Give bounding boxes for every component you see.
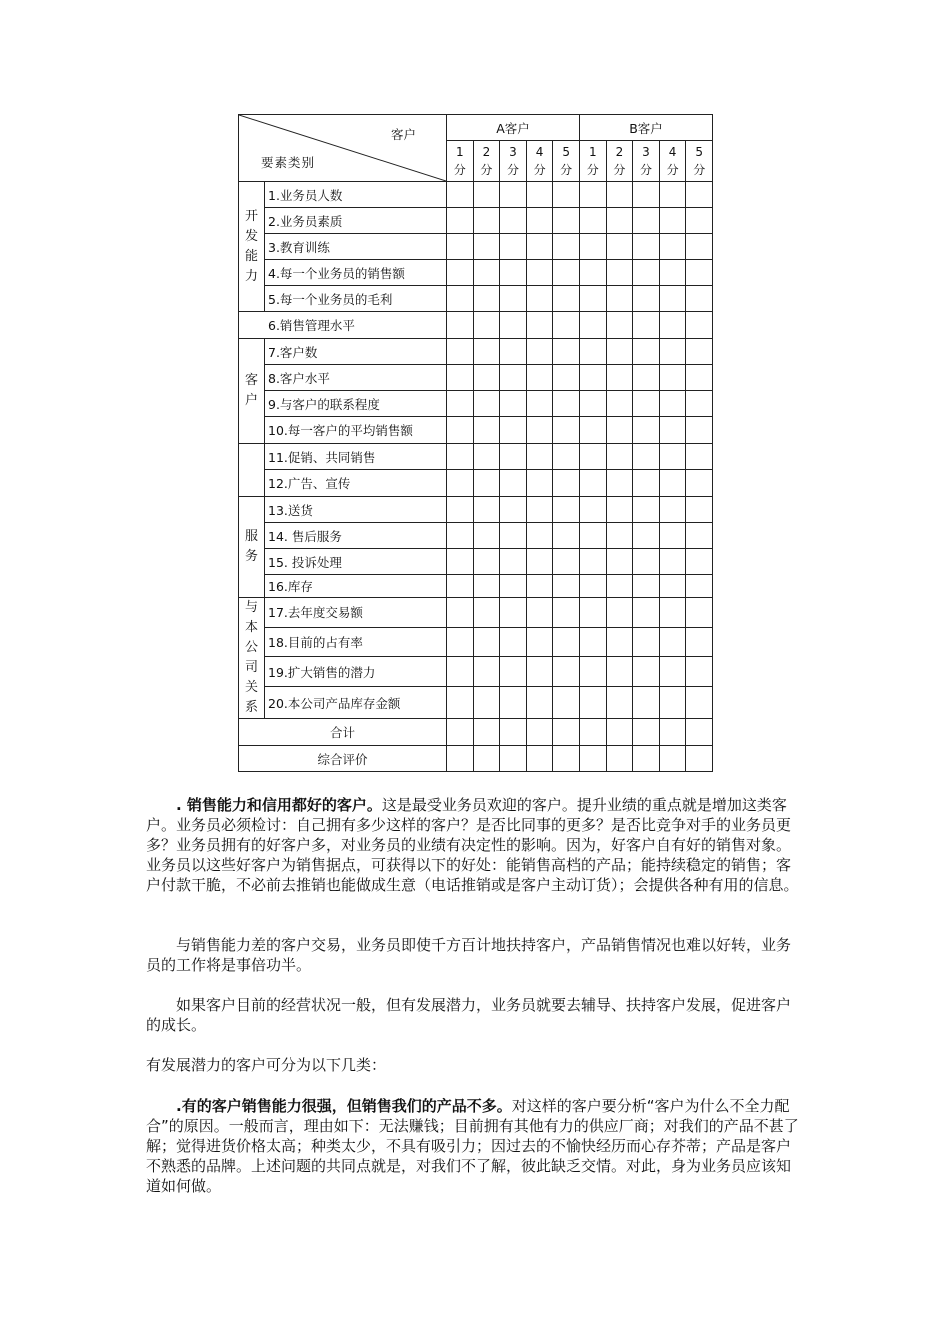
paragraph-heading: .有的客户销售能力很强，但销售我们的产品不多。: [176, 1097, 512, 1115]
score-cell: [526, 391, 553, 417]
score-cell: [553, 549, 580, 575]
score-cell: [659, 598, 686, 628]
score-cell: [606, 260, 633, 286]
score-cell: [633, 339, 660, 365]
score-cell: [633, 234, 660, 260]
table-row: [239, 391, 713, 417]
score-cell: [473, 339, 500, 365]
score-cell: [686, 598, 713, 628]
table-row: [239, 598, 713, 628]
score-cell: [526, 719, 553, 746]
score-cell: [500, 746, 527, 772]
score-cell: [659, 746, 686, 772]
group-header-b: B客户: [580, 115, 713, 141]
score-cell: [447, 286, 474, 312]
score-cell: [606, 657, 633, 687]
group-header-a: A客户: [447, 115, 580, 141]
score-cell: [686, 523, 713, 549]
total-label: 合计: [239, 719, 447, 746]
score-cell: [500, 657, 527, 687]
score-cell: [526, 575, 553, 598]
score-cell: [447, 339, 474, 365]
score-cell: [526, 470, 553, 497]
score-cell: [580, 444, 607, 470]
score-cell: [447, 391, 474, 417]
score-cell: [580, 687, 607, 719]
score-cell: [500, 260, 527, 286]
score-cell: [580, 523, 607, 549]
paragraph-potential-types-intro: [146, 1055, 804, 1075]
item-label: 4.每一个业务员的销售额: [265, 260, 447, 286]
score-cell: [686, 444, 713, 470]
paragraph-body: 与销售能力差的客户交易，业务员即使千方百计地扶持客户，产品销售情况也难以好转，业务员的工作将是事倍功半。: [146, 936, 792, 974]
score-cell: [553, 260, 580, 286]
score-cell: [553, 719, 580, 746]
score-cell: [580, 365, 607, 391]
score-cell: [526, 444, 553, 470]
score-cell: [659, 391, 686, 417]
paragraph-potential-customers: [146, 995, 804, 1035]
score-cell: [526, 182, 553, 208]
score-cell: [659, 523, 686, 549]
table-row: [239, 444, 713, 470]
score-header-a3: 3 分: [500, 141, 527, 182]
score-cell: [633, 657, 660, 687]
table-body: [239, 182, 713, 772]
score-cell: [659, 470, 686, 497]
score-cell: [447, 182, 474, 208]
table-row: [239, 746, 713, 772]
score-cell: [526, 260, 553, 286]
score-cell: [473, 365, 500, 391]
table-row: [239, 627, 713, 657]
diagonal-header-cell: [239, 115, 447, 182]
score-cell: [553, 339, 580, 365]
table-row: [239, 208, 713, 234]
score-cell: [526, 746, 553, 772]
score-cell: [447, 746, 474, 772]
table-row: [239, 687, 713, 719]
score-cell: [580, 417, 607, 444]
score-cell: [473, 182, 500, 208]
score-cell: [447, 234, 474, 260]
score-cell: [659, 444, 686, 470]
score-cell: [659, 497, 686, 523]
score-cell: [633, 497, 660, 523]
score-cell: [447, 312, 474, 339]
score-cell: [473, 687, 500, 719]
category-blank: [239, 444, 265, 497]
score-cell: [659, 657, 686, 687]
score-cell: [473, 391, 500, 417]
score-cell: [606, 208, 633, 234]
table-row: [239, 719, 713, 746]
paragraph-poor-customers: [146, 935, 804, 975]
score-cell: [686, 719, 713, 746]
score-cell: [659, 208, 686, 234]
score-cell: [686, 627, 713, 657]
score-cell: [659, 417, 686, 444]
score-cell: [686, 575, 713, 598]
item-label: 3.教育训练: [265, 234, 447, 260]
score-cell: [580, 470, 607, 497]
score-cell: [526, 365, 553, 391]
table-row: [239, 260, 713, 286]
score-cell: [606, 182, 633, 208]
item-label: 2.业务员素质: [265, 208, 447, 234]
score-cell: [473, 719, 500, 746]
score-cell: [580, 497, 607, 523]
score-cell: [606, 286, 633, 312]
score-cell: [473, 575, 500, 598]
score-cell: [447, 549, 474, 575]
score-cell: [500, 417, 527, 444]
score-cell: [553, 523, 580, 549]
score-cell: [606, 339, 633, 365]
table-row: [239, 182, 713, 208]
score-cell: [606, 417, 633, 444]
score-cell: [686, 470, 713, 497]
score-cell: [553, 391, 580, 417]
score-cell: [633, 470, 660, 497]
score-cell: [580, 627, 607, 657]
score-cell: [526, 598, 553, 628]
score-cell: [500, 286, 527, 312]
score-cell: [447, 417, 474, 444]
score-cell: [500, 208, 527, 234]
score-cell: [553, 575, 580, 598]
table-row: [239, 286, 713, 312]
paragraph-heading: . 销售能力和信用都好的客户。: [176, 796, 382, 814]
score-cell: [633, 312, 660, 339]
score-cell: [500, 719, 527, 746]
score-cell: [526, 234, 553, 260]
table-row: [239, 339, 713, 365]
score-cell: [553, 234, 580, 260]
score-cell: [526, 339, 553, 365]
score-cell: [526, 208, 553, 234]
score-cell: [500, 549, 527, 575]
score-cell: [686, 286, 713, 312]
table-row: [239, 234, 713, 260]
item-label: 18.目前的占有率: [265, 627, 447, 657]
score-cell: [500, 234, 527, 260]
score-cell: [447, 719, 474, 746]
score-cell: [580, 182, 607, 208]
score-cell: [473, 549, 500, 575]
score-cell: [553, 182, 580, 208]
score-cell: [473, 746, 500, 772]
paragraph-body: 对这样的客户要分析“客户为什么不全力配合”的原因。一般而言，理由如下：无法赚钱；目前拥有其他有力的供应厂商；对我们的产品不甚了解；觉得进货价格太高；种类太少，不具有吸引力；因过去的不愉快经历而心存芥蒂；产品是客户不熟悉的品牌。上述问题的共同点就是，对我们不了解，彼此缺乏交情。对此，身为业务员应该知道如何做。: [146, 1097, 799, 1195]
score-cell: [500, 339, 527, 365]
score-cell: [553, 687, 580, 719]
category-company-relation: 与 本 公 司 关 系: [239, 598, 265, 719]
table-row: [239, 575, 713, 598]
score-header-a1: 1 分: [447, 141, 474, 182]
score-cell: [686, 417, 713, 444]
score-cell: [553, 417, 580, 444]
score-header-a2: 2 分: [473, 141, 500, 182]
score-cell: [580, 549, 607, 575]
score-header-b2: 2 分: [606, 141, 633, 182]
score-cell: [659, 234, 686, 260]
item-label: 12.广告、宣传: [265, 470, 447, 497]
score-cell: [686, 746, 713, 772]
table-row: [239, 523, 713, 549]
item-label: 11.促销、共同销售: [265, 444, 447, 470]
item-label: 14. 售后服务: [265, 523, 447, 549]
paragraph-body: 如果客户目前的经营状况一般，但有发展潜力，业务员就要去辅导、扶持客户发展，促进客户的成长。: [146, 996, 792, 1034]
score-cell: [686, 365, 713, 391]
score-cell: [447, 444, 474, 470]
score-cell: [447, 470, 474, 497]
score-cell: [606, 719, 633, 746]
score-cell: [553, 365, 580, 391]
score-cell: [580, 312, 607, 339]
item-label: 16.库存: [265, 575, 447, 598]
score-cell: [606, 365, 633, 391]
score-cell: [606, 549, 633, 575]
score-cell: [526, 312, 553, 339]
table-row: [239, 312, 713, 339]
score-cell: [659, 575, 686, 598]
score-cell: [606, 627, 633, 657]
score-header-b1: 1 分: [580, 141, 607, 182]
score-cell: [633, 575, 660, 598]
score-cell: [633, 687, 660, 719]
score-cell: [606, 687, 633, 719]
score-header-a5: 5 分: [553, 141, 580, 182]
score-header-b5: 5 分: [686, 141, 713, 182]
score-cell: [580, 598, 607, 628]
customer-header: 客户: [390, 127, 416, 142]
item-label: 8.客户水平: [265, 365, 447, 391]
score-cell: [447, 260, 474, 286]
score-cell: [553, 312, 580, 339]
score-cell: [447, 575, 474, 598]
score-cell: [473, 470, 500, 497]
score-cell: [526, 657, 553, 687]
table-row: [239, 497, 713, 523]
score-cell: [633, 286, 660, 312]
score-cell: [447, 208, 474, 234]
score-cell: [553, 598, 580, 628]
score-cell: [553, 627, 580, 657]
item-label: 15. 投诉处理: [265, 549, 447, 575]
score-cell: [606, 497, 633, 523]
score-cell: [447, 497, 474, 523]
score-cell: [659, 549, 686, 575]
score-cell: [686, 657, 713, 687]
score-cell: [473, 417, 500, 444]
score-cell: [500, 575, 527, 598]
score-cell: [500, 470, 527, 497]
item-label: 19.扩大销售的潜力: [265, 657, 447, 687]
factor-category-header: 要素类别: [261, 155, 316, 170]
score-cell: [553, 657, 580, 687]
score-cell: [633, 365, 660, 391]
customer-evaluation-table: [238, 114, 713, 772]
score-cell: [580, 234, 607, 260]
score-header-a4: 4 分: [526, 141, 553, 182]
score-header-b4: 4 分: [659, 141, 686, 182]
score-cell: [473, 657, 500, 687]
score-cell: [473, 286, 500, 312]
score-cell: [447, 687, 474, 719]
score-cell: [686, 497, 713, 523]
score-cell: [686, 260, 713, 286]
score-cell: [686, 234, 713, 260]
score-cell: [526, 497, 553, 523]
score-cell: [473, 523, 500, 549]
category-customer: 客 户: [239, 339, 265, 444]
score-cell: [659, 339, 686, 365]
score-cell: [659, 719, 686, 746]
score-cell: [500, 312, 527, 339]
score-cell: [686, 339, 713, 365]
score-cell: [526, 549, 553, 575]
score-cell: [606, 746, 633, 772]
score-cell: [606, 444, 633, 470]
score-cell: [500, 391, 527, 417]
paragraph-strong-sales-customers: [146, 1096, 804, 1196]
score-cell: [580, 339, 607, 365]
item-label: 6.销售管理水平: [239, 312, 447, 339]
score-cell: [526, 627, 553, 657]
score-cell: [659, 286, 686, 312]
score-cell: [473, 497, 500, 523]
table-row: [239, 549, 713, 575]
overall-evaluation-label: 综合评价: [239, 746, 447, 772]
paragraph-body: 有发展潜力的客户可分为以下几类：: [146, 1056, 387, 1074]
score-cell: [500, 182, 527, 208]
item-label: 10.每一客户的平均销售额: [265, 417, 447, 444]
item-label: 7.客户数: [265, 339, 447, 365]
score-cell: [606, 391, 633, 417]
score-cell: [686, 687, 713, 719]
item-label: 20.本公司产品库存金额: [265, 687, 447, 719]
item-label: 1.业务员人数: [265, 182, 447, 208]
score-cell: [686, 208, 713, 234]
score-cell: [473, 598, 500, 628]
score-cell: [606, 312, 633, 339]
score-cell: [553, 208, 580, 234]
score-cell: [580, 260, 607, 286]
score-cell: [473, 260, 500, 286]
category-service: 服 务: [239, 497, 265, 598]
score-header-b3: 3 分: [633, 141, 660, 182]
score-cell: [659, 687, 686, 719]
item-label: 17.去年度交易额: [265, 598, 447, 628]
score-cell: [686, 549, 713, 575]
score-cell: [500, 687, 527, 719]
score-cell: [686, 312, 713, 339]
score-cell: [633, 208, 660, 234]
score-cell: [606, 523, 633, 549]
score-cell: [473, 312, 500, 339]
table-row: [239, 470, 713, 497]
score-cell: [633, 444, 660, 470]
score-cell: [633, 260, 660, 286]
score-cell: [447, 365, 474, 391]
score-cell: [447, 598, 474, 628]
score-cell: [580, 391, 607, 417]
score-cell: [686, 182, 713, 208]
score-cell: [553, 286, 580, 312]
paragraph-good-customers: [146, 795, 804, 895]
score-cell: [500, 444, 527, 470]
score-cell: [473, 208, 500, 234]
score-cell: [447, 657, 474, 687]
score-cell: [553, 470, 580, 497]
score-cell: [580, 719, 607, 746]
score-cell: [606, 575, 633, 598]
score-cell: [526, 417, 553, 444]
score-cell: [500, 365, 527, 391]
score-cell: [633, 523, 660, 549]
score-cell: [473, 444, 500, 470]
table-row: [239, 657, 713, 687]
score-cell: [606, 470, 633, 497]
score-cell: [659, 312, 686, 339]
score-cell: [473, 234, 500, 260]
score-cell: [553, 497, 580, 523]
score-cell: [447, 627, 474, 657]
score-cell: [659, 627, 686, 657]
score-cell: [526, 687, 553, 719]
score-cell: [659, 260, 686, 286]
item-label: 5.每一个业务员的毛利: [265, 286, 447, 312]
category-development-ability: 开 发 能 力: [239, 182, 265, 312]
score-cell: [606, 234, 633, 260]
score-cell: [633, 549, 660, 575]
score-cell: [500, 497, 527, 523]
score-cell: [686, 391, 713, 417]
score-cell: [633, 746, 660, 772]
score-cell: [580, 657, 607, 687]
score-cell: [553, 444, 580, 470]
table-row: [239, 365, 713, 391]
score-cell: [580, 286, 607, 312]
score-cell: [633, 627, 660, 657]
score-cell: [633, 598, 660, 628]
score-cell: [606, 598, 633, 628]
score-cell: [633, 417, 660, 444]
score-cell: [447, 523, 474, 549]
paragraph-body: 这是最受业务员欢迎的客户。提升业绩的重点就是增加这类客户。业务员必须检讨：自己拥有多少这样的客户？是否比同事的更多？是否比竞争对手的业务员更多？业务员拥有的好客户多，对业务员的业绩有决定性的影响。因为，好客户自有好的销售对象。业务员以这些好客户为销售据点，可获得以下的好处：能销售高档的产品；能持续稳定的销售；客户付款干脆，不必前去推销也能做成生意（电话推销或是客户主动订货）；会提供各种有用的信息。: [146, 796, 799, 894]
score-cell: [580, 746, 607, 772]
score-cell: [500, 523, 527, 549]
score-cell: [500, 627, 527, 657]
score-cell: [633, 391, 660, 417]
score-cell: [500, 598, 527, 628]
score-cell: [580, 208, 607, 234]
score-cell: [553, 746, 580, 772]
score-cell: [526, 523, 553, 549]
item-label: 9.与客户的联系程度: [265, 391, 447, 417]
score-cell: [633, 182, 660, 208]
score-cell: [659, 182, 686, 208]
score-cell: [580, 575, 607, 598]
score-cell: [526, 286, 553, 312]
table-row: [239, 417, 713, 444]
item-label: 13.送货: [265, 497, 447, 523]
score-cell: [633, 719, 660, 746]
score-cell: [473, 627, 500, 657]
score-cell: [659, 365, 686, 391]
